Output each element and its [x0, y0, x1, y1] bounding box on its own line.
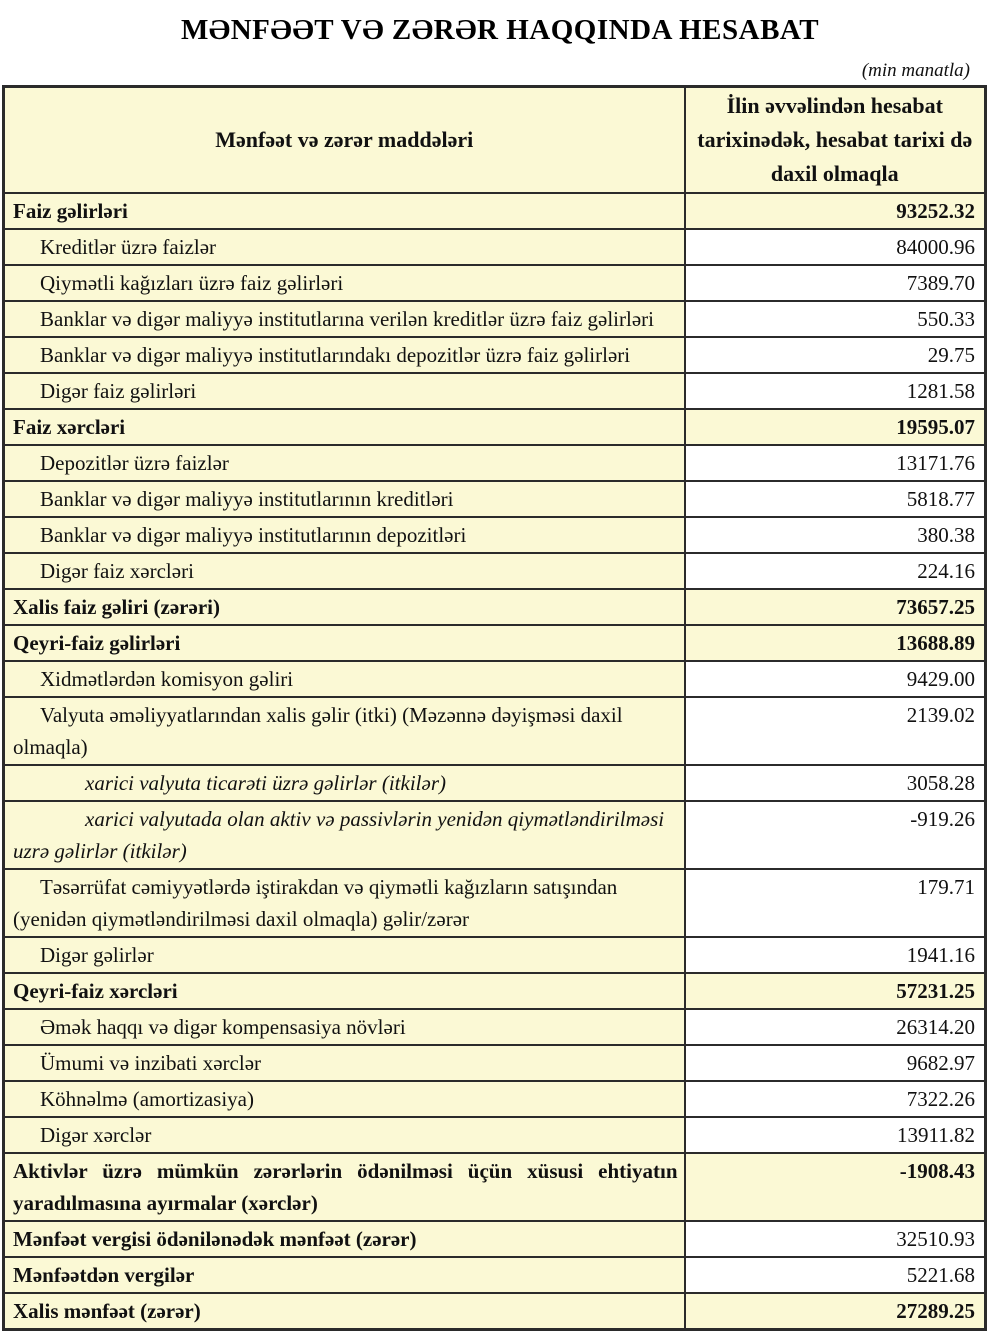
table-row — [4, 661, 986, 697]
row-label: xarici valyutada olan aktiv və passivlərin yenidən qiymətləndirilməsi uzrə gəlirlər (itkilər) — [4, 801, 685, 869]
row-label: Xalis mənfəət (zərər) — [4, 1293, 685, 1330]
row-value: 550.33 — [685, 301, 986, 337]
row-label: Qeyri-faiz xərcləri — [4, 973, 685, 1009]
row-label: xarici valyuta ticarəti üzrə gəlirlər (itkilər) — [4, 765, 685, 801]
row-value: -1908.43 — [685, 1153, 986, 1221]
table-row — [4, 229, 986, 265]
unit-note: (min manatla) — [861, 60, 970, 81]
row-value: 7389.70 — [685, 265, 986, 301]
row-value: 57231.25 — [685, 973, 986, 1009]
row-value: 9429.00 — [685, 661, 986, 697]
row-label: Təsərrüfat cəmiyyətlərdə iştirakdan və qiymətli kağızların satışından (yenidən qiymətləndirilməsi daxil olmaqla) gəlir/zərər — [4, 869, 685, 937]
row-label: Valyuta əməliyyatlarından xalis gəlir (itki) (Məzənnə dəyişməsi daxil olmaqla) — [4, 697, 685, 765]
table-row — [4, 1009, 986, 1045]
row-label: Əmək haqqı və digər kompensasiya növləri — [4, 1009, 685, 1045]
table-row — [4, 973, 986, 1009]
row-label: Banklar və digər maliyyə institutlarındakı depozitlər üzrə faiz gəlirləri — [4, 337, 685, 373]
table-row — [4, 1221, 986, 1257]
table-row — [4, 517, 986, 553]
row-label: Faiz xərcləri — [4, 409, 685, 445]
row-value: 93252.32 — [685, 193, 986, 229]
table-body — [4, 193, 986, 1330]
table-row — [4, 1293, 986, 1330]
row-value: -919.26 — [685, 801, 986, 869]
row-label: Mənfəət vergisi ödənilənədək mənfəət (zərər) — [4, 1221, 685, 1257]
table-row — [4, 409, 986, 445]
header-row — [4, 87, 986, 194]
row-label: Aktivlər üzrə mümkün zərərlərin ödənilməsi üçün xüsusi ehtiyatın yaradılmasına ayırmalar (xərclər) — [4, 1153, 685, 1221]
row-value: 27289.25 — [685, 1293, 986, 1330]
row-value: 13171.76 — [685, 445, 986, 481]
col-header-period: İlin əvvəlindən hesabat tarixinədək, hesabat tarixi də daxil olmaqla — [685, 87, 986, 194]
table-row — [4, 445, 986, 481]
row-value: 179.71 — [685, 869, 986, 937]
table-row — [4, 481, 986, 517]
row-value: 13688.89 — [685, 625, 986, 661]
row-value: 19595.07 — [685, 409, 986, 445]
table-row — [4, 1117, 986, 1153]
row-label: Mənfəətdən vergilər — [4, 1257, 685, 1293]
row-label: Digər faiz gəlirləri — [4, 373, 685, 409]
table-row — [4, 193, 986, 229]
row-label: Depozitlər üzrə faizlər — [4, 445, 685, 481]
table-row — [4, 589, 986, 625]
row-value: 29.75 — [685, 337, 986, 373]
row-label: Qiymətli kağızları üzrə faiz gəlirləri — [4, 265, 685, 301]
row-label: Köhnəlmə (amortizasiya) — [4, 1081, 685, 1117]
row-value: 73657.25 — [685, 589, 986, 625]
row-value: 1281.58 — [685, 373, 986, 409]
table-row — [4, 301, 986, 337]
row-label: Kreditlər üzrə faizlər — [4, 229, 685, 265]
page-title: MƏNFƏƏT VƏ ZƏRƏR HAQQINDA HESABAT — [180, 14, 820, 46]
row-label: Qeyri-faiz gəlirləri — [4, 625, 685, 661]
row-value: 2139.02 — [685, 697, 986, 765]
row-value: 380.38 — [685, 517, 986, 553]
table-row — [4, 869, 986, 937]
row-label: Banklar və digər maliyyə institutlarının kreditləri — [4, 481, 685, 517]
row-value: 13911.82 — [685, 1117, 986, 1153]
profit-loss-table — [2, 85, 987, 1331]
table-row — [4, 1081, 986, 1117]
row-label: Banklar və digər maliyyə institutlarının depozitləri — [4, 517, 685, 553]
row-value: 84000.96 — [685, 229, 986, 265]
table-row — [4, 697, 986, 765]
table-row — [4, 265, 986, 301]
table-row — [4, 373, 986, 409]
row-value: 32510.93 — [685, 1221, 986, 1257]
table-row — [4, 765, 986, 801]
row-label: Xidmətlərdən komisyon gəliri — [4, 661, 685, 697]
table-row — [4, 1153, 986, 1221]
row-label: Banklar və digər maliyyə institutlarına verilən kreditlər üzrə faiz gəlirləri — [4, 301, 685, 337]
row-label: Ümumi və inzibati xərclər — [4, 1045, 685, 1081]
row-value: 224.16 — [685, 553, 986, 589]
table-row — [4, 1045, 986, 1081]
table-row — [4, 937, 986, 973]
row-value: 5221.68 — [685, 1257, 986, 1293]
table-row — [4, 625, 986, 661]
table-row — [4, 1257, 986, 1293]
row-label: Digər gəlirlər — [4, 937, 685, 973]
table-row — [4, 801, 986, 869]
row-value: 1941.16 — [685, 937, 986, 973]
row-value: 3058.28 — [685, 765, 986, 801]
row-value: 5818.77 — [685, 481, 986, 517]
row-label: Digər xərclər — [4, 1117, 685, 1153]
row-value: 26314.20 — [685, 1009, 986, 1045]
col-header-items: Mənfəət və zərər maddələri — [4, 87, 685, 194]
row-label: Digər faiz xərcləri — [4, 553, 685, 589]
row-value: 7322.26 — [685, 1081, 986, 1117]
row-value: 9682.97 — [685, 1045, 986, 1081]
row-label: Faiz gəlirləri — [4, 193, 685, 229]
row-label: Xalis faiz gəliri (zərəri) — [4, 589, 685, 625]
table-row — [4, 337, 986, 373]
table-row — [4, 553, 986, 589]
